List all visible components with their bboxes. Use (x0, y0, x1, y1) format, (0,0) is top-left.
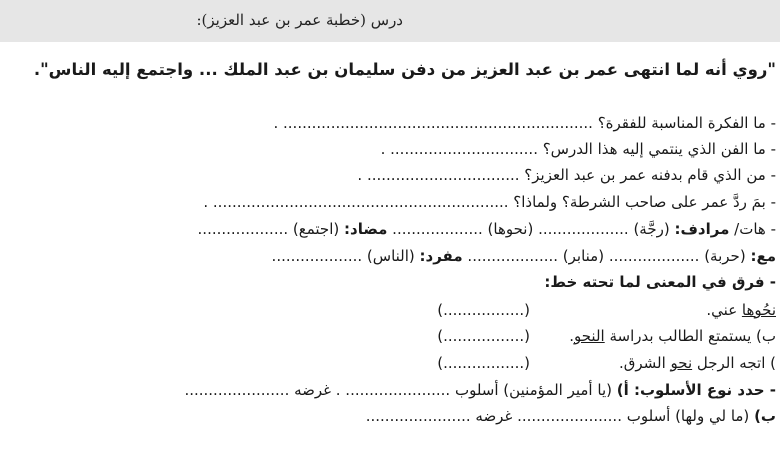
lesson-title: درس (خطبة عمر بن عبد العزيز): (196, 11, 403, 29)
meaning-item-3-underlined: نحو (670, 354, 693, 372)
question-genre: - ما الفن الذي ينتمي إليه هذا الدرس؟ ............................... . (380, 140, 776, 158)
style-b-label: ب) (754, 407, 776, 425)
plural-items: (حربة) ................... (منابر) ................... (462, 247, 751, 265)
meaning-item-3 (619, 353, 776, 373)
meaning-item-2-underlined: النحو (574, 327, 605, 345)
style-row-b (366, 406, 776, 426)
meaning-item-1-underlined: نحُوها (741, 301, 776, 319)
meaning-item-1-after: عني. (706, 301, 742, 319)
style-row-a (184, 380, 776, 400)
antonym-items: (اجتمع) ................... (197, 220, 344, 238)
passage-quote: "روي أنه لما انتهى عمر بن عبد العزيز من دفن سليمان بن عبد الملك ... واجتمع إليه الناس". (33, 60, 776, 79)
meaning-heading (544, 272, 776, 292)
meaning-answer-3: (.................) (437, 354, 530, 372)
meaning-item-3-before: ) اتجه الرجل (692, 354, 776, 372)
meaning-item-2-after: . (569, 327, 574, 345)
singular-label: مفرد: (419, 247, 463, 265)
style-a-label: أ) (616, 381, 634, 399)
meaning-answer-1: (.................) (437, 301, 530, 319)
synonym-items: (رجَّة) ................... (نحوها) ................... (387, 220, 675, 238)
style-b-text: (ما لي ولها) أسلوب ...................... غرضه ...................... (365, 407, 755, 425)
vocab-plural-singular-row (272, 246, 776, 266)
singular-items: (الناس) ................... (271, 247, 420, 265)
antonym-label: مضاد: (344, 220, 388, 238)
style-label: - حدد نوع الأسلوب: (633, 381, 776, 399)
question-burial: - من الذي قام بدفنه عمر بن عبد العزيز؟ ................................ . (357, 166, 776, 184)
meaning-item-3-after: الشرق. (618, 354, 671, 372)
plural-label: مع: (750, 247, 776, 265)
meaning-answer-2: (.................) (437, 327, 530, 345)
meaning-item-2 (569, 326, 776, 346)
question-idea: - ما الفكرة المناسبة للفقرة؟ ................................................................. . (273, 114, 776, 132)
lesson-header-bar (0, 0, 780, 42)
vocab-prefix: - هات/ (729, 220, 776, 238)
meaning-item-2-before: ب) يستمتع الطالب بدراسة (604, 327, 776, 345)
meaning-heading-text: - فرق في المعنى لما تحته خط: (544, 273, 776, 291)
vocab-synonym-antonym-row (198, 219, 776, 239)
question-reply: - بمَ ردَّ عمر على صاحب الشرطة؟ ولماذا؟ .............................................................. . (203, 193, 776, 211)
meaning-item-1 (706, 300, 776, 320)
synonym-label: مرادف: (674, 220, 730, 238)
style-a-text: (يا أمير المؤمنين) أسلوب ...................... . غرضه ...................... (184, 381, 617, 399)
